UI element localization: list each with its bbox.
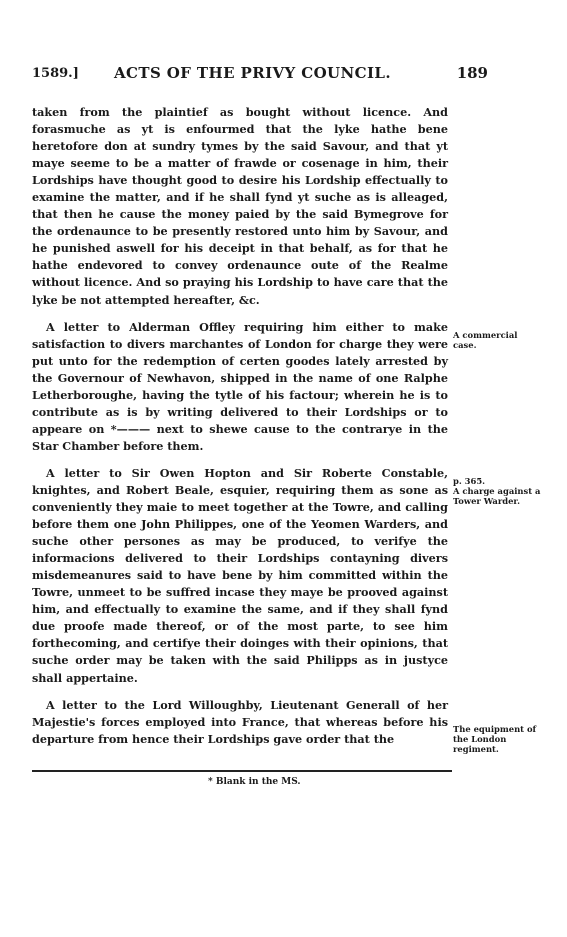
footnote: * Blank in the MS. <box>208 777 301 787</box>
margin-note-commercial <box>453 330 543 350</box>
paragraph-hopton: A letter to Sir Owen Hopton and Sir Roberte Constable, knightes, and Robert Beale, esquier, requiring them as sone as conveniently they maie to meet together at the Towre, and calling before them one John Philippes, one of the Yeomen Warders, and suche other persones as may be produced, to verifye the informacions delivered to their Lordships contayning divers misdemeanures said to have bene by him committed within the Towre, unmeet to be suffred incase they mayе be prooved against him, and effectually to examine the same, and if they shall fynd due proofe made thereof, or of the most parte, to see him forthecoming, and certifye their doinges with their opinions, that suche order may be taken with the said Philipps as in justyce shall appertaine. <box>32 465 448 685</box>
margin-note-text: The equipment of the London regiment. <box>453 724 537 754</box>
paragraph-continued: taken from the plaintief as bought without licence. And forasmuche as yt is enfourmed that the lyke hathe bene heretofore don at sundry tymes by the said Savour, and that yt maye seeme to be a matter of frawde or cosenage in him, their Lordships have thought good to desire his Lordship effectually to examine the matter, and if he shall fynd yt suche as is alleaged, that then he cause the money paied by the said Bymegrove for the ordenaunce to be presently restored unto him by Savour, and he punished aswell for his deceipt in that behalf, as for that he hathe endevored to convey ordenaunce oute of the Realme without licence. And so praying his Lordship to have care that the lyke be not attempted hereafter, &c. <box>32 105 448 307</box>
margin-note-regiment <box>453 724 543 754</box>
header-year: 1589.] <box>32 66 79 81</box>
margin-page-ref: p. 365. <box>453 476 486 486</box>
header-title: ACTS OF THE PRIVY COUNCIL. <box>114 64 391 82</box>
page-number: 189 <box>456 64 488 82</box>
margin-note-text: A charge against a Tower Warder. <box>453 486 541 506</box>
paragraph-offley: A letter to Alderman Offley requiring him either to make satisfaction to divers marchantes of London for charge they were put unto for the redemption of certen goodes lately arrested by the Governour of Newhavon, shipped in the name of one Ralphe Letherboroughe, having the tytle of his factour; wherein he is to contribute as is by writing delivered to their Lordships or to appeare on *——— next to shewe cause to the contrarye in the Star Chamber before them. <box>32 319 448 453</box>
footnote-rule <box>32 770 452 772</box>
margin-note-text: A commercial case. <box>453 330 518 350</box>
running-header <box>32 62 488 86</box>
margin-note-tower-warder <box>453 476 543 506</box>
body-text <box>32 104 448 758</box>
paragraph-willoughby: A letter to the Lord Willoughby, Lieutenant Generall of her Majestie's forces employed into France, that whereas before his departure from hence their Lordships gave order that the <box>32 697 448 746</box>
